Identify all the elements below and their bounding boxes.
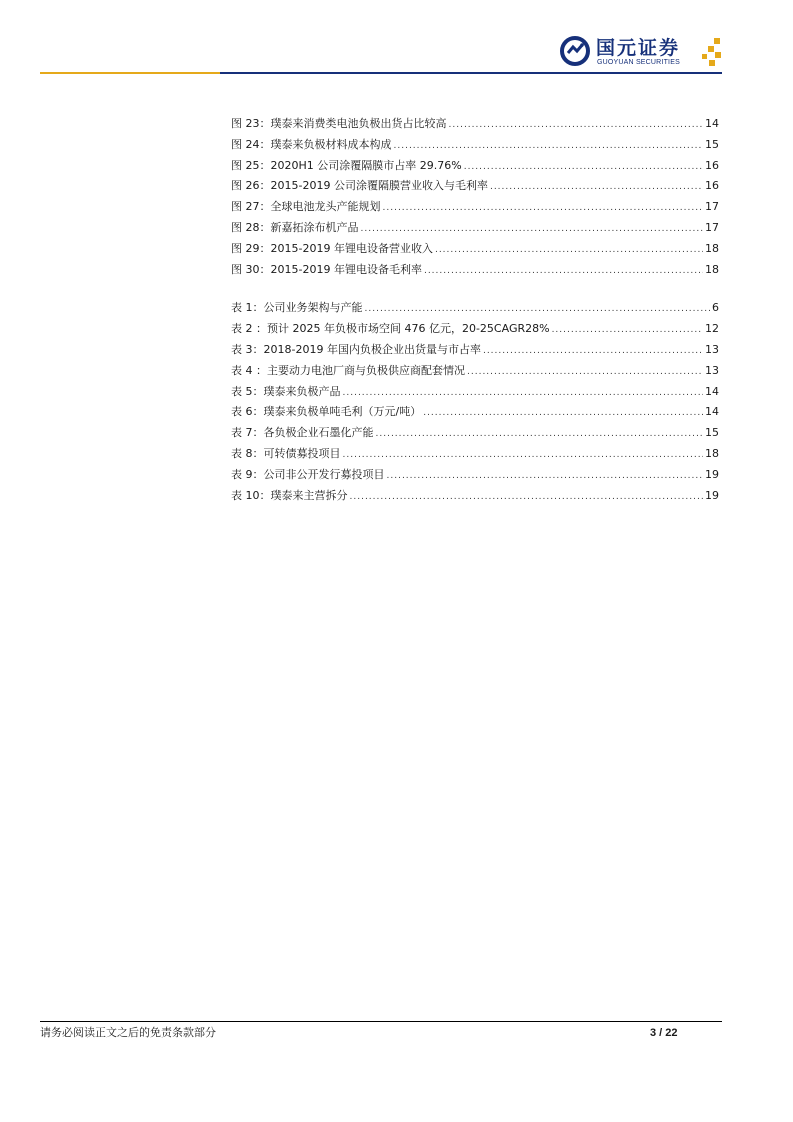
toc-page-number: 17 [705,200,719,214]
toc-entry-table-4[interactable] [231,361,719,382]
toc-page-number: 18 [705,446,719,460]
toc-label: 图 25：2020H1 公司涂覆隔膜市占率 29.76% [231,158,462,172]
toc-page-number: 15 [705,137,719,151]
toc-leader-dots [449,115,704,136]
toc-entry-table-8[interactable] [231,444,719,465]
toc-page-number: 19 [705,488,719,502]
toc-leader-dots [350,487,704,508]
toc-leader-dots [394,136,704,157]
toc-page-number: 13 [705,363,719,377]
toc-label: 图 24：璞泰来负极材料成本构成 [231,137,392,151]
toc-leader-dots [376,424,704,445]
toc-label: 表 2 ：预计 2025 年负极市场空间 476 亿元，20-25CAGR28% [231,322,550,336]
toc-entry-table-9[interactable] [231,465,719,486]
logo-squares-icon [700,38,722,68]
toc-page-number: 18 [705,262,719,276]
logo-english-name: GUOYUAN SECURITIES [597,59,680,66]
logo-chinese-name: 国元证券 [596,37,681,59]
toc-entry-table-7[interactable] [231,423,719,444]
toc-leader-dots [490,177,703,198]
toc-entry-figure-29[interactable] [231,239,719,260]
table-of-contents [231,114,719,506]
toc-entry-table-10[interactable] [231,486,719,507]
toc-leader-dots [483,341,703,362]
toc-page-number: 6 [712,301,719,315]
guoyuan-logo-icon [560,36,590,66]
toc-page-number: 16 [705,179,719,193]
toc-label: 图 28：新嘉拓涂布机产品 [231,220,359,234]
toc-page-number: 14 [705,117,719,130]
toc-leader-dots [383,198,704,219]
toc-label: 表 1：公司业务架构与产能 [231,301,363,315]
footer-disclaimer: 请务必阅读正文之后的免责条款部分 [40,1026,216,1039]
toc-leader-dots [552,320,703,341]
toc-label: 图 26：2015-2019 公司涂覆隔膜营业收入与毛利率 [231,179,488,193]
toc-page-number: 14 [705,405,719,419]
toc-page-number: 15 [705,426,719,440]
toc-entry-table-5[interactable] [231,382,719,403]
table-list [231,298,719,506]
toc-leader-dots [343,445,704,466]
toc-label: 表 6：璞泰来负极单吨毛利（万元/吨） [231,405,422,419]
figure-list [231,114,719,280]
company-logo [560,36,726,70]
toc-entry-table-2[interactable] [231,319,719,340]
toc-page-number: 16 [705,158,719,172]
footer-page-number: 3 / 22 [650,1027,678,1039]
toc-leader-dots [464,157,703,178]
header-rule-gold [40,72,220,74]
toc-leader-dots [435,240,703,261]
toc-leader-dots [387,466,704,487]
toc-label: 表 9：公司非公开发行募投项目 [231,467,385,481]
toc-entry-figure-30[interactable] [231,260,719,281]
footer-rule [40,1021,722,1022]
toc-page-number: 12 [705,322,719,336]
toc-entry-table-6[interactable] [231,402,719,423]
toc-page-number: 17 [705,220,719,234]
toc-page-number: 19 [705,467,719,481]
toc-label: 表 8：可转债募投项目 [231,446,341,460]
toc-leader-dots [424,261,703,282]
toc-entry-figure-28[interactable] [231,218,719,239]
toc-entry-table-1[interactable] [231,298,719,319]
toc-label: 表 3：2018-2019 年国内负极企业出货量与市占率 [231,342,481,356]
toc-page-number: 18 [705,241,719,255]
toc-label: 表 5：璞泰来负极产品 [231,384,341,398]
toc-label: 表 10：璞泰来主营拆分 [231,488,348,502]
toc-leader-dots [467,362,703,383]
toc-entry-figure-27[interactable] [231,197,719,218]
toc-label: 表 7：各负极企业石墨化产能 [231,426,374,440]
toc-page-number: 14 [705,384,719,398]
toc-leader-dots [423,403,703,424]
toc-entry-figure-23[interactable] [231,114,719,135]
toc-entry-figure-25[interactable] [231,156,719,177]
toc-label: 图 30：2015-2019 年锂电设备毛利率 [231,262,422,276]
toc-leader-dots [361,219,704,240]
toc-entry-figure-26[interactable] [231,176,719,197]
toc-page-number: 13 [705,342,719,356]
toc-entry-table-3[interactable] [231,340,719,361]
header-rule-blue [220,72,722,74]
toc-label: 图 29：2015-2019 年锂电设备营业收入 [231,241,433,255]
toc-label: 表 4 ：主要动力电池厂商与负极供应商配套情况 [231,363,465,377]
toc-leader-dots [343,383,704,404]
toc-entry-figure-24[interactable] [231,135,719,156]
toc-leader-dots [365,299,711,320]
toc-label: 图 23：璞泰来消费类电池负极出货占比较高 [231,117,447,130]
toc-label: 图 27：全球电池龙头产能规划 [231,200,381,214]
